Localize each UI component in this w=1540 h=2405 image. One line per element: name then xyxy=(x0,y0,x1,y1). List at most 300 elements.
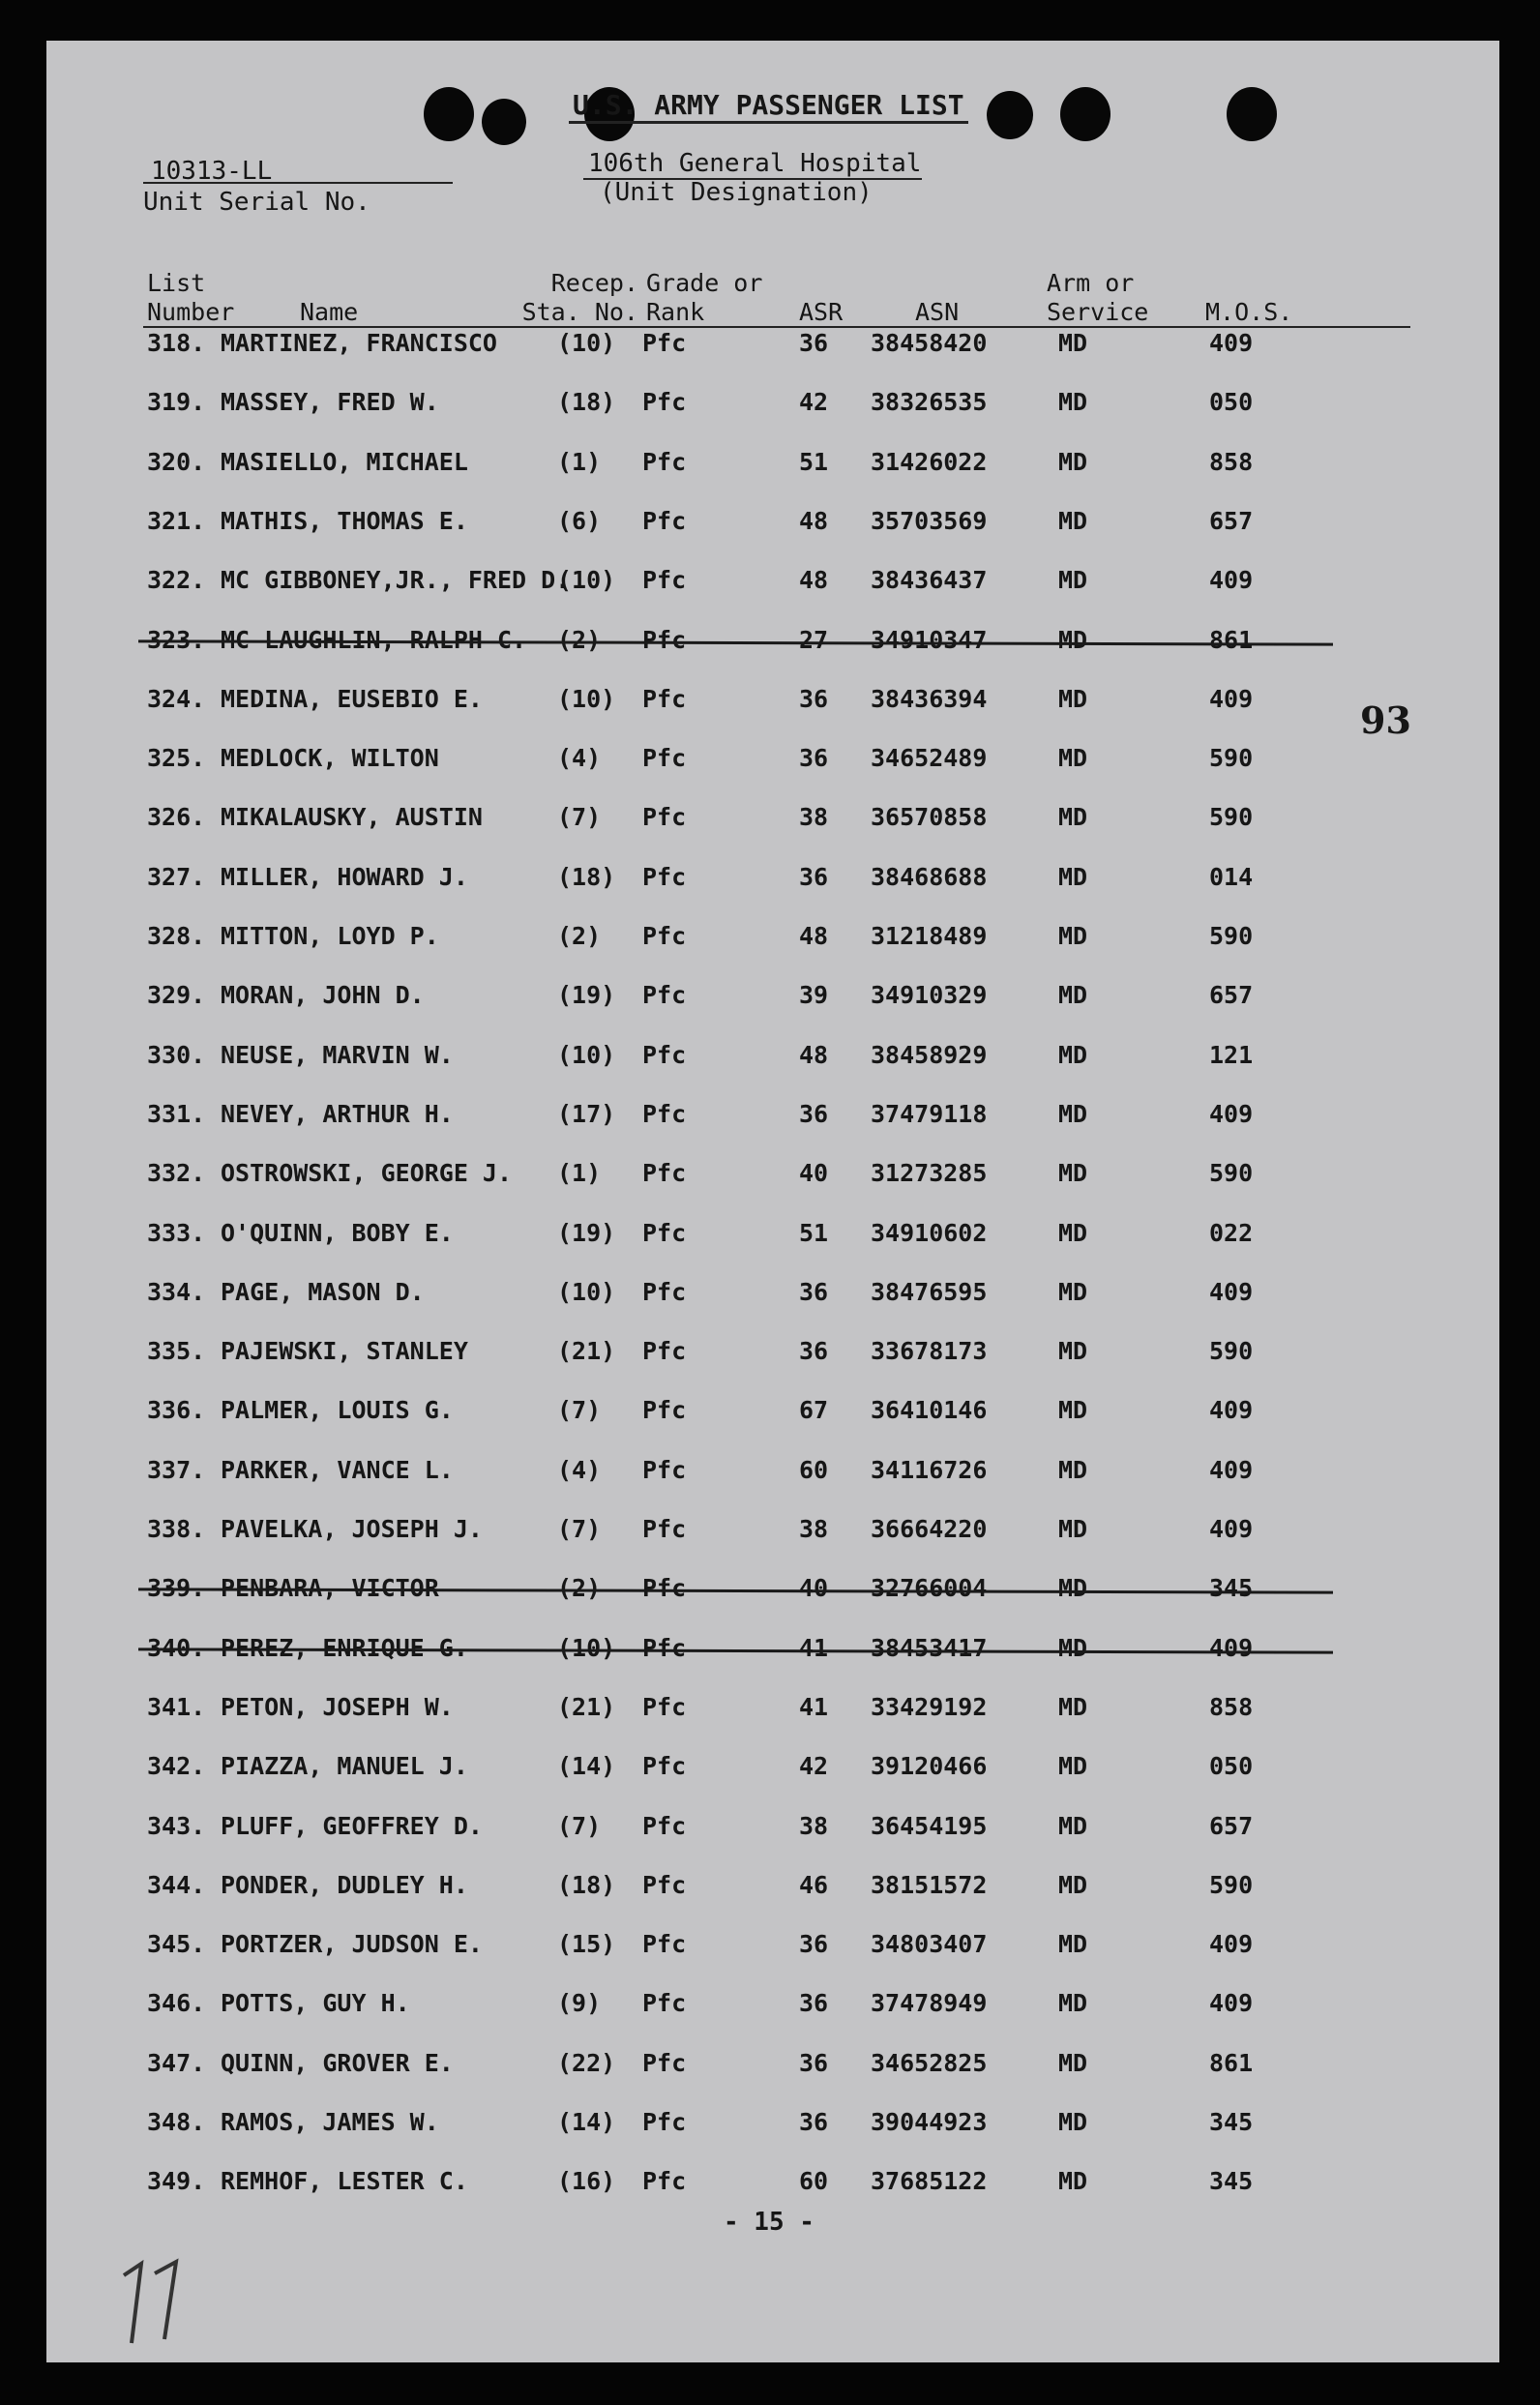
mos-cell: 590 xyxy=(1209,1159,1254,1188)
asr-cell: 42 xyxy=(799,1752,829,1781)
table-row xyxy=(46,1812,1499,1851)
passenger-name-cell: MILLER, HOWARD J. xyxy=(221,862,468,891)
table-row xyxy=(46,1396,1499,1435)
table-row xyxy=(46,1100,1499,1139)
table-row xyxy=(46,1871,1499,1910)
recep-station-cell: (7) xyxy=(557,803,602,832)
grade-cell: Pfc xyxy=(642,862,687,891)
grade-cell: Pfc xyxy=(642,1930,687,1959)
table-row xyxy=(46,1574,1499,1613)
asn-cell: 32766004 xyxy=(871,1574,988,1603)
list-number-cell: 327. xyxy=(147,862,206,891)
asr-cell: 36 xyxy=(799,1989,829,2018)
recep-station-cell: (10) xyxy=(557,329,616,357)
mos-cell: 409 xyxy=(1209,684,1254,713)
mos-cell: 657 xyxy=(1209,981,1254,1010)
mos-cell: 590 xyxy=(1209,744,1254,773)
grade-cell: Pfc xyxy=(642,744,687,773)
mos-cell: 121 xyxy=(1209,1040,1254,1069)
mos-cell: 590 xyxy=(1209,803,1254,832)
asr-cell: 48 xyxy=(799,566,829,595)
mos-cell: 409 xyxy=(1209,329,1254,357)
list-number-cell: 347. xyxy=(147,2048,206,2077)
list-number-cell: 331. xyxy=(147,1099,206,1128)
grade-cell: Pfc xyxy=(642,1989,687,2018)
asn-cell: 31273285 xyxy=(871,1159,988,1188)
asn-cell: 39120466 xyxy=(871,1752,988,1781)
mos-cell: 858 xyxy=(1209,447,1254,476)
recep-station-cell: (18) xyxy=(557,862,616,891)
asn-cell: 36664220 xyxy=(871,1515,988,1543)
list-number-cell: 349. xyxy=(147,2167,206,2196)
list-number-cell: 326. xyxy=(147,803,206,832)
table-row xyxy=(46,981,1499,1020)
grade-cell: Pfc xyxy=(642,2167,687,2196)
arm-service-cell: MD xyxy=(1058,1040,1088,1069)
punch-hole xyxy=(1227,87,1277,141)
passenger-list-sheet xyxy=(46,41,1499,2362)
grade-cell: Pfc xyxy=(642,1040,687,1069)
asr-cell: 67 xyxy=(799,1396,829,1425)
recep-station-cell: (10) xyxy=(557,1633,616,1662)
asr-cell: 36 xyxy=(799,1930,829,1959)
asr-cell: 27 xyxy=(799,625,829,654)
table-row xyxy=(46,1159,1499,1198)
mos-cell: 409 xyxy=(1209,1099,1254,1128)
list-number-cell: 341. xyxy=(147,1692,206,1721)
list-number-cell: 344. xyxy=(147,1870,206,1899)
recep-station-cell: (17) xyxy=(557,1099,616,1128)
mos-cell: 590 xyxy=(1209,1870,1254,1899)
mos-cell: 014 xyxy=(1209,862,1254,891)
recep-station-cell: (21) xyxy=(557,1692,616,1721)
grade-cell: Pfc xyxy=(642,1099,687,1128)
asr-cell: 40 xyxy=(799,1159,829,1188)
asn-cell: 38436394 xyxy=(871,684,988,713)
grade-cell: Pfc xyxy=(642,506,687,535)
list-number-cell: 337. xyxy=(147,1455,206,1484)
table-row xyxy=(46,863,1499,902)
grade-cell: Pfc xyxy=(642,1752,687,1781)
arm-service-cell: MD xyxy=(1058,506,1088,535)
list-number-cell: 318. xyxy=(147,329,206,357)
arm-service-cell: MD xyxy=(1058,981,1088,1010)
grade-cell: Pfc xyxy=(642,329,687,357)
asr-cell: 48 xyxy=(799,1040,829,1069)
margin-page-number: 93 xyxy=(1360,698,1411,742)
asr-cell: 36 xyxy=(799,1277,829,1306)
arm-service-cell: MD xyxy=(1058,1930,1088,1959)
list-number-cell: 332. xyxy=(147,1159,206,1188)
asn-cell: 36410146 xyxy=(871,1396,988,1425)
arm-service-cell: MD xyxy=(1058,1870,1088,1899)
asr-cell: 48 xyxy=(799,506,829,535)
mos-cell: 409 xyxy=(1209,1515,1254,1543)
list-number-cell: 320. xyxy=(147,447,206,476)
grade-cell: Pfc xyxy=(642,981,687,1010)
recep-station-cell: (4) xyxy=(557,744,602,773)
asr-cell: 51 xyxy=(799,447,829,476)
col-header-grade: Grade or Rank xyxy=(646,269,763,326)
passenger-name-cell: MORAN, JOHN D. xyxy=(221,981,425,1010)
passenger-name-cell: PAVELKA, JOSEPH J. xyxy=(221,1515,483,1543)
arm-service-cell: MD xyxy=(1058,1396,1088,1425)
asr-cell: 41 xyxy=(799,1633,829,1662)
arm-service-cell: MD xyxy=(1058,1989,1088,2018)
grade-cell: Pfc xyxy=(642,1692,687,1721)
table-row xyxy=(46,1278,1499,1317)
asn-cell: 31426022 xyxy=(871,447,988,476)
recep-station-cell: (14) xyxy=(557,2108,616,2136)
col-header-arm: Arm or Service xyxy=(1047,269,1149,326)
passenger-name-cell: MASSEY, FRED W. xyxy=(221,388,439,417)
asr-cell: 36 xyxy=(799,1099,829,1128)
asr-cell: 36 xyxy=(799,684,829,713)
table-row xyxy=(46,2049,1499,2088)
grade-cell: Pfc xyxy=(642,2108,687,2136)
asr-cell: 46 xyxy=(799,1870,829,1899)
list-number-cell: 343. xyxy=(147,1811,206,1840)
list-number-cell: 322. xyxy=(147,566,206,595)
table-row xyxy=(46,744,1499,783)
asr-cell: 39 xyxy=(799,981,829,1010)
grade-cell: Pfc xyxy=(642,684,687,713)
grade-cell: Pfc xyxy=(642,388,687,417)
recep-station-cell: (19) xyxy=(557,981,616,1010)
table-row xyxy=(46,1219,1499,1258)
recep-station-cell: (10) xyxy=(557,1277,616,1306)
list-number-cell: 346. xyxy=(147,1989,206,2018)
asr-cell: 60 xyxy=(799,1455,829,1484)
recep-station-cell: (18) xyxy=(557,388,616,417)
mos-cell: 345 xyxy=(1209,2108,1254,2136)
list-number-cell: 345. xyxy=(147,1930,206,1959)
punch-hole xyxy=(482,99,526,145)
asn-cell: 34803407 xyxy=(871,1930,988,1959)
asr-cell: 41 xyxy=(799,1692,829,1721)
list-number-cell: 342. xyxy=(147,1752,206,1781)
col-header-recep-sta: Recep. Sta. No. xyxy=(521,269,638,326)
table-row xyxy=(46,2167,1499,2206)
table-row xyxy=(46,1515,1499,1554)
grade-cell: Pfc xyxy=(642,1455,687,1484)
table-row xyxy=(46,1634,1499,1673)
passenger-name-cell: QUINN, GROVER E. xyxy=(221,2048,454,2077)
table-row xyxy=(46,1752,1499,1791)
unit-designation-label: (Unit Designation) xyxy=(600,178,873,207)
table-row xyxy=(46,685,1499,724)
grade-cell: Pfc xyxy=(642,1159,687,1188)
recep-station-cell: (15) xyxy=(557,1930,616,1959)
asn-cell: 38436437 xyxy=(871,566,988,595)
recep-station-cell: (7) xyxy=(557,1396,602,1425)
asr-cell: 36 xyxy=(799,744,829,773)
recep-station-cell: (18) xyxy=(557,1870,616,1899)
passenger-name-cell: PORTZER, JUDSON E. xyxy=(221,1930,483,1959)
table-row xyxy=(46,448,1499,487)
header-rule xyxy=(143,326,1410,328)
col-header-asr: ASR xyxy=(799,298,844,326)
mos-cell: 657 xyxy=(1209,506,1254,535)
grade-cell: Pfc xyxy=(642,803,687,832)
asn-cell: 38458420 xyxy=(871,329,988,357)
passenger-name-cell: PLUFF, GEOFFREY D. xyxy=(221,1811,483,1840)
arm-service-cell: MD xyxy=(1058,744,1088,773)
passenger-name-cell: MARTINEZ, FRANCISCO xyxy=(221,329,497,357)
arm-service-cell: MD xyxy=(1058,447,1088,476)
grade-cell: Pfc xyxy=(642,1515,687,1543)
arm-service-cell: MD xyxy=(1058,329,1088,357)
asn-cell: 38326535 xyxy=(871,388,988,417)
arm-service-cell: MD xyxy=(1058,684,1088,713)
page-number: - 15 - xyxy=(724,2208,814,2237)
recep-station-cell: (19) xyxy=(557,1218,616,1247)
table-row xyxy=(46,507,1499,546)
arm-service-cell: MD xyxy=(1058,1218,1088,1247)
grade-cell: Pfc xyxy=(642,1870,687,1899)
recep-station-cell: (16) xyxy=(557,2167,616,2196)
asn-cell: 34116726 xyxy=(871,1455,988,1484)
mos-cell: 345 xyxy=(1209,1574,1254,1603)
asn-cell: 31218489 xyxy=(871,922,988,950)
recep-station-cell: (6) xyxy=(557,506,602,535)
grade-cell: Pfc xyxy=(642,1218,687,1247)
passenger-name-cell: REMHOF, LESTER C. xyxy=(221,2167,468,2196)
passenger-name-cell: NEUSE, MARVIN W. xyxy=(221,1040,454,1069)
table-row xyxy=(46,1693,1499,1732)
unit-serial-value: 10313-LL xyxy=(151,157,273,186)
arm-service-cell: MD xyxy=(1058,1337,1088,1366)
unit-serial-underline xyxy=(143,182,453,184)
passenger-name-cell: OSTROWSKI, GEORGE J. xyxy=(221,1159,513,1188)
passenger-name-cell: PAGE, MASON D. xyxy=(221,1277,425,1306)
mos-cell: 409 xyxy=(1209,566,1254,595)
punch-hole xyxy=(1060,87,1111,141)
table-row xyxy=(46,566,1499,605)
asn-cell: 37478949 xyxy=(871,1989,988,2018)
mos-cell: 345 xyxy=(1209,2167,1254,2196)
arm-service-cell: MD xyxy=(1058,2167,1088,2196)
recep-station-cell: (10) xyxy=(557,1040,616,1069)
unit-designation-value: 106th General Hospital xyxy=(588,149,922,178)
passenger-name-cell: POTTS, GUY H. xyxy=(221,1989,410,2018)
col-header-list-number: List Number xyxy=(147,269,235,326)
asn-cell: 38458929 xyxy=(871,1040,988,1069)
recep-station-cell: (2) xyxy=(557,922,602,950)
asn-cell: 34910347 xyxy=(871,625,988,654)
arm-service-cell: MD xyxy=(1058,1277,1088,1306)
passenger-name-cell: MIKALAUSKY, AUSTIN xyxy=(221,803,483,832)
arm-service-cell: MD xyxy=(1058,2108,1088,2136)
passenger-name-cell: PIAZZA, MANUEL J. xyxy=(221,1752,468,1781)
table-row xyxy=(46,1456,1499,1495)
asn-cell: 34910602 xyxy=(871,1218,988,1247)
handwritten-mark xyxy=(114,2246,201,2353)
passenger-name-cell: O'QUINN, BOBY E. xyxy=(221,1218,454,1247)
mos-cell: 022 xyxy=(1209,1218,1254,1247)
table-row xyxy=(46,1041,1499,1080)
mos-cell: 861 xyxy=(1209,2048,1254,2077)
arm-service-cell: MD xyxy=(1058,1099,1088,1128)
recep-station-cell: (7) xyxy=(557,1515,602,1543)
asn-cell: 37685122 xyxy=(871,2167,988,2196)
arm-service-cell: MD xyxy=(1058,1633,1088,1662)
arm-service-cell: MD xyxy=(1058,1574,1088,1603)
recep-station-cell: (21) xyxy=(557,1337,616,1366)
mos-cell: 409 xyxy=(1209,1277,1254,1306)
grade-cell: Pfc xyxy=(642,1337,687,1366)
asn-cell: 38476595 xyxy=(871,1277,988,1306)
passenger-name-cell: RAMOS, JAMES W. xyxy=(221,2108,439,2136)
list-number-cell: 340. xyxy=(147,1633,206,1662)
document-title: U.S. ARMY PASSENGER LIST xyxy=(569,89,968,124)
passenger-name-cell: PARKER, VANCE L. xyxy=(221,1455,454,1484)
arm-service-cell: MD xyxy=(1058,1455,1088,1484)
grade-cell: Pfc xyxy=(642,1633,687,1662)
arm-service-cell: MD xyxy=(1058,1752,1088,1781)
list-number-cell: 338. xyxy=(147,1515,206,1543)
recep-station-cell: (7) xyxy=(557,1811,602,1840)
table-row xyxy=(46,388,1499,427)
passenger-name-cell: NEVEY, ARTHUR H. xyxy=(221,1099,454,1128)
list-number-cell: 330. xyxy=(147,1040,206,1069)
asn-cell: 34910329 xyxy=(871,981,988,1010)
passenger-name-cell: PAJEWSKI, STANLEY xyxy=(221,1337,468,1366)
arm-service-cell: MD xyxy=(1058,803,1088,832)
list-number-cell: 319. xyxy=(147,388,206,417)
unit-serial-label: Unit Serial No. xyxy=(143,188,370,217)
mos-cell: 409 xyxy=(1209,1396,1254,1425)
arm-service-cell: MD xyxy=(1058,388,1088,417)
asn-cell: 39044923 xyxy=(871,2108,988,2136)
mos-cell: 050 xyxy=(1209,388,1254,417)
list-number-cell: 325. xyxy=(147,744,206,773)
grade-cell: Pfc xyxy=(642,625,687,654)
mos-cell: 409 xyxy=(1209,1930,1254,1959)
list-number-cell: 334. xyxy=(147,1277,206,1306)
recep-station-cell: (10) xyxy=(557,684,616,713)
grade-cell: Pfc xyxy=(642,1396,687,1425)
asr-cell: 38 xyxy=(799,1515,829,1543)
list-number-cell: 329. xyxy=(147,981,206,1010)
col-header-mos: M.O.S. xyxy=(1205,298,1293,326)
arm-service-cell: MD xyxy=(1058,566,1088,595)
arm-service-cell: MD xyxy=(1058,1159,1088,1188)
list-number-cell: 328. xyxy=(147,922,206,950)
asr-cell: 36 xyxy=(799,862,829,891)
punch-hole xyxy=(424,87,474,141)
asr-cell: 36 xyxy=(799,2108,829,2136)
passenger-name-cell: MEDLOCK, WILTON xyxy=(221,744,439,773)
passenger-name-cell: MITTON, LOYD P. xyxy=(221,922,439,950)
recep-station-cell: (22) xyxy=(557,2048,616,2077)
mos-cell: 409 xyxy=(1209,1989,1254,2018)
asn-cell: 37479118 xyxy=(871,1099,988,1128)
recep-station-cell: (2) xyxy=(557,1574,602,1603)
mos-cell: 409 xyxy=(1209,1633,1254,1662)
grade-cell: Pfc xyxy=(642,1277,687,1306)
list-number-cell: 324. xyxy=(147,684,206,713)
grade-cell: Pfc xyxy=(642,566,687,595)
list-number-cell: 323. xyxy=(147,625,206,654)
table-row xyxy=(46,626,1499,665)
table-row xyxy=(46,803,1499,842)
passenger-name-cell: PETON, JOSEPH W. xyxy=(221,1692,454,1721)
asr-cell: 36 xyxy=(799,1337,829,1366)
passenger-name-cell: PENBARA, VICTOR xyxy=(221,1574,439,1603)
asr-cell: 40 xyxy=(799,1574,829,1603)
passenger-name-cell: PEREZ, ENRIQUE G. xyxy=(221,1633,468,1662)
asn-cell: 36570858 xyxy=(871,803,988,832)
recep-station-cell: (2) xyxy=(557,625,602,654)
mos-cell: 657 xyxy=(1209,1811,1254,1840)
arm-service-cell: MD xyxy=(1058,1811,1088,1840)
recep-station-cell: (1) xyxy=(557,1159,602,1188)
recep-station-cell: (9) xyxy=(557,1989,602,2018)
recep-station-cell: (4) xyxy=(557,1455,602,1484)
passenger-name-cell: MEDINA, EUSEBIO E. xyxy=(221,684,483,713)
arm-service-cell: MD xyxy=(1058,1515,1088,1543)
list-number-cell: 321. xyxy=(147,506,206,535)
asn-cell: 38453417 xyxy=(871,1633,988,1662)
asn-cell: 33678173 xyxy=(871,1337,988,1366)
arm-service-cell: MD xyxy=(1058,2048,1088,2077)
list-number-cell: 333. xyxy=(147,1218,206,1247)
mos-cell: 858 xyxy=(1209,1692,1254,1721)
grade-cell: Pfc xyxy=(642,1574,687,1603)
mos-cell: 409 xyxy=(1209,1455,1254,1484)
recep-station-cell: (10) xyxy=(557,566,616,595)
col-header-asn: ASN xyxy=(915,298,960,326)
table-row xyxy=(46,329,1499,368)
col-header-name: Name xyxy=(300,298,359,326)
mos-cell: 861 xyxy=(1209,625,1254,654)
table-row xyxy=(46,1930,1499,1969)
asn-cell: 34652825 xyxy=(871,2048,988,2077)
asr-cell: 36 xyxy=(799,2048,829,2077)
recep-station-cell: (14) xyxy=(557,1752,616,1781)
passenger-name-cell: PONDER, DUDLEY H. xyxy=(221,1870,468,1899)
asr-cell: 60 xyxy=(799,2167,829,2196)
asr-cell: 38 xyxy=(799,1811,829,1840)
grade-cell: Pfc xyxy=(642,1811,687,1840)
arm-service-cell: MD xyxy=(1058,625,1088,654)
arm-service-cell: MD xyxy=(1058,922,1088,950)
passenger-name-cell: MASIELLO, MICHAEL xyxy=(221,447,468,476)
asn-cell: 36454195 xyxy=(871,1811,988,1840)
asr-cell: 36 xyxy=(799,329,829,357)
grade-cell: Pfc xyxy=(642,447,687,476)
table-row xyxy=(46,1337,1499,1376)
asn-cell: 35703569 xyxy=(871,506,988,535)
arm-service-cell: MD xyxy=(1058,862,1088,891)
list-number-cell: 335. xyxy=(147,1337,206,1366)
asn-cell: 34652489 xyxy=(871,744,988,773)
punch-hole xyxy=(987,91,1033,139)
table-row xyxy=(46,922,1499,961)
asr-cell: 51 xyxy=(799,1218,829,1247)
list-number-cell: 339. xyxy=(147,1574,206,1603)
asn-cell: 38468688 xyxy=(871,862,988,891)
asr-cell: 48 xyxy=(799,922,829,950)
passenger-name-cell: PALMER, LOUIS G. xyxy=(221,1396,454,1425)
asn-cell: 38151572 xyxy=(871,1870,988,1899)
mos-cell: 590 xyxy=(1209,922,1254,950)
table-row xyxy=(46,2108,1499,2147)
list-number-cell: 348. xyxy=(147,2108,206,2136)
passenger-name-cell: MC LAUGHLIN, RALPH C. xyxy=(221,625,527,654)
recep-station-cell: (1) xyxy=(557,447,602,476)
